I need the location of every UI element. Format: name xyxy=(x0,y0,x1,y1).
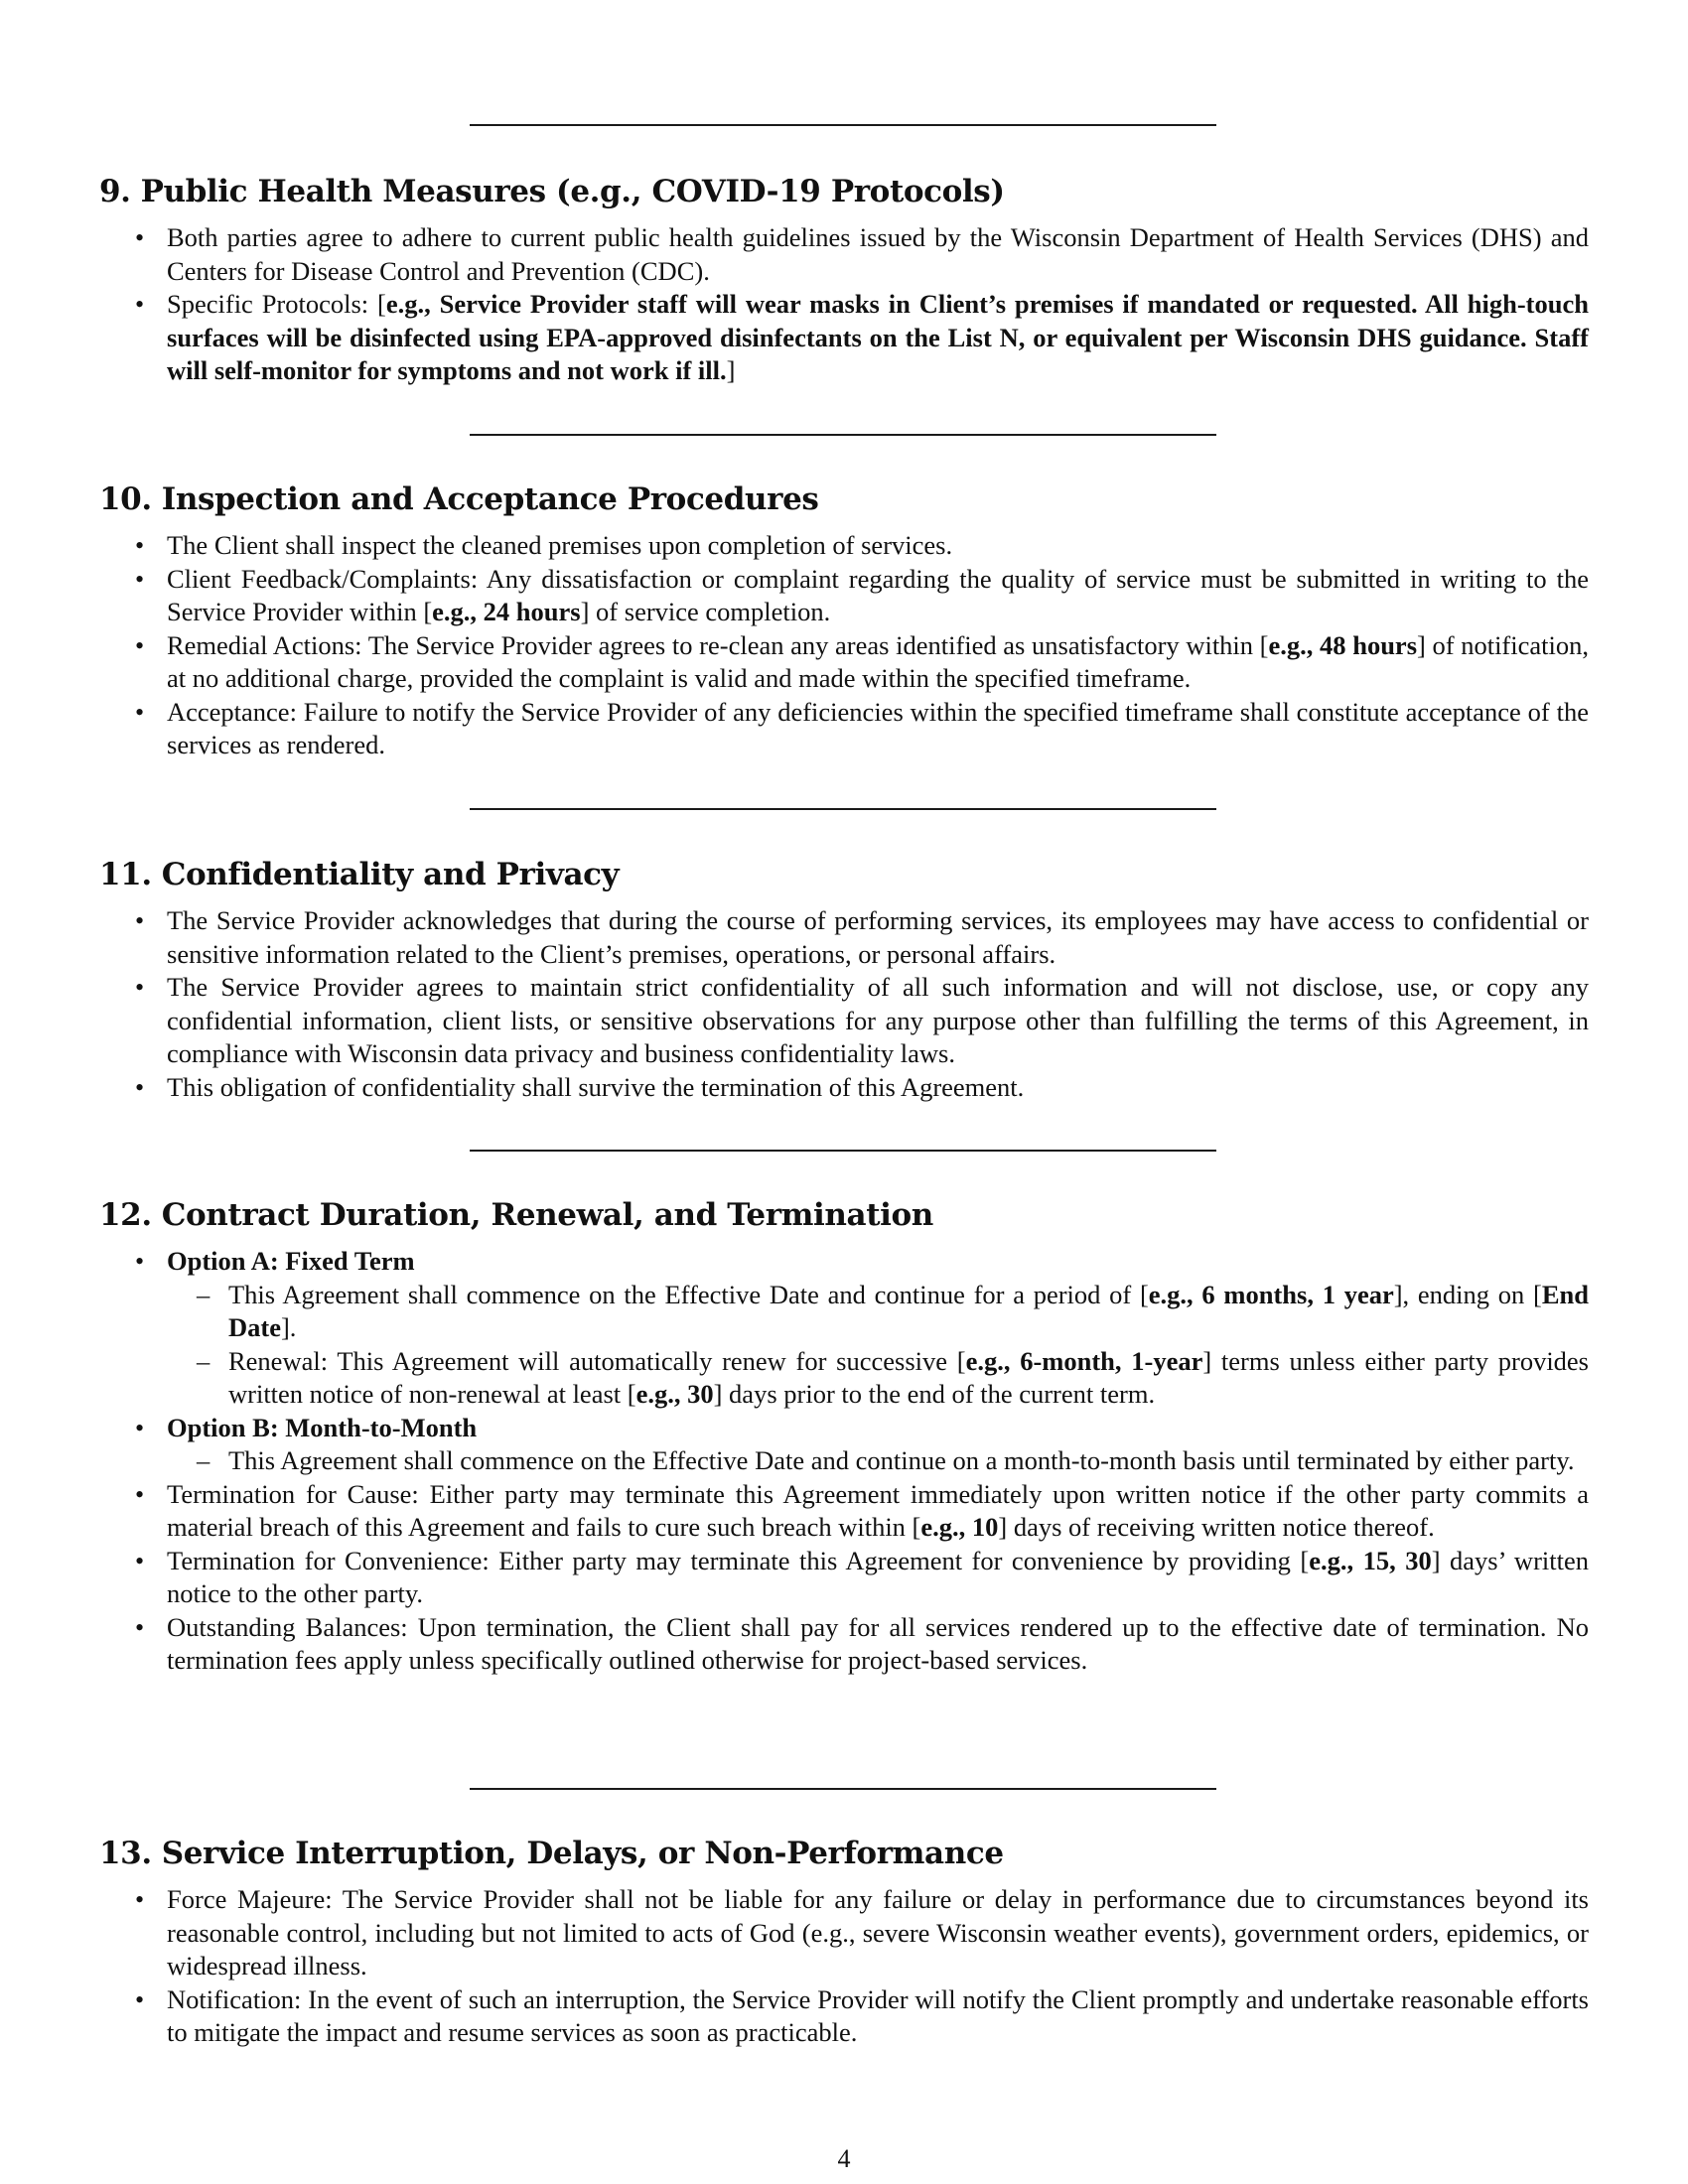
list-item xyxy=(99,1245,1589,1412)
placeholder-text: e.g., 6 months, 1 year xyxy=(1148,1279,1394,1309)
section-heading xyxy=(99,172,1589,211)
section-number: 11. xyxy=(99,857,152,892)
section-title: Inspection and Acceptance Procedures xyxy=(161,481,819,517)
page-number: 4 xyxy=(837,2144,851,2173)
section-divider xyxy=(470,808,1216,810)
section-divider xyxy=(470,124,1216,126)
section-number: 13. xyxy=(99,1836,152,1871)
text: Client Feedback/Complaints: Any dissatisfaction or complaint regarding the quality of service must be submitted in writing to the Service Provider within [ xyxy=(167,563,1589,626)
section-title: Confidentiality and Privacy xyxy=(161,857,620,892)
placeholder-text: End Date xyxy=(228,1279,1589,1342)
list-item: • This obligation of confidentiality shall survive the termination of this Agreement. xyxy=(99,1071,1589,1105)
text: Termination for Convenience: Either party may terminate this Agreement for convenience by providing [ xyxy=(167,1545,1310,1575)
placeholder-text: e.g., 10 xyxy=(920,1512,999,1542)
sub-list xyxy=(167,1279,1589,1412)
section-11 xyxy=(99,855,1589,1104)
list-item: • Outstanding Balances: Upon termination, the Client shall pay for all services rendered up to the effective date of termination. No termination fees apply unless specifically outlined otherwise for project-based services. xyxy=(99,1611,1589,1678)
text: Termination for Cause: Either party may terminate this Agreement immediately upon written notice if the other party commits a material breach of this Agreement and fails to cure such breach within [ xyxy=(167,1478,1589,1542)
text: ] terms unless either party provides written notice of non-renewal at least [ xyxy=(228,1345,1589,1409)
list-item xyxy=(99,288,1589,388)
section-12 xyxy=(99,1195,1589,1678)
bullet-list xyxy=(99,221,1589,388)
item-label: Specific Protocols: xyxy=(167,289,378,319)
option-title: Option B: Month-to-Month xyxy=(167,1412,478,1442)
sub-list-item xyxy=(167,1279,1589,1345)
bracket: ] xyxy=(726,355,736,385)
bullet-list xyxy=(99,904,1589,1104)
section-divider xyxy=(470,1150,1216,1152)
bullet-list xyxy=(99,529,1589,762)
list-item xyxy=(99,1545,1589,1611)
sub-list-item xyxy=(167,1345,1589,1412)
list-item: • Force Majeure: The Service Provider shall not be liable for any failure or delay in performance due to circumstances beyond its reasonable control, including but not limited to acts of God (e.g., severe Wisconsin weather events), government orders, epidemics, or widespread illness. xyxy=(99,1883,1589,1983)
section-9 xyxy=(99,172,1589,388)
section-divider xyxy=(470,434,1216,436)
bracket: [ xyxy=(377,289,386,319)
sub-list-item: – This Agreement shall commence on the Effective Date and continue on a month-to-month basis until terminated by either party. xyxy=(167,1444,1589,1478)
section-heading xyxy=(99,855,1589,894)
placeholder-text: e.g., 15, 30 xyxy=(1309,1545,1432,1575)
section-number: 12. xyxy=(99,1197,152,1233)
option-title: Option A: Fixed Term xyxy=(167,1246,415,1276)
section-title: Service Interruption, Delays, or Non-Performance xyxy=(161,1836,1004,1871)
text: ] of notification, at no additional charge, provided the complaint is valid and made within the specified timeframe. xyxy=(167,629,1589,693)
section-number: 10. xyxy=(99,481,152,517)
text: Renewal: This Agreement will automatically renew for successive [ xyxy=(228,1345,966,1376)
list-item: • Acceptance: Failure to notify the Service Provider of any deficiencies within the specified timeframe shall constitute acceptance of the services as rendered. xyxy=(99,696,1589,762)
section-title: Contract Duration, Renewal, and Termination xyxy=(161,1197,933,1233)
list-item: • Both parties agree to adhere to current public health guidelines issued by the Wisconsin Department of Health Services (DHS) and Centers for Disease Control and Prevention (CDC). xyxy=(99,221,1589,288)
section-number: 9. xyxy=(99,174,131,209)
list-item xyxy=(99,1412,1589,1478)
text: ] days of receiving written notice thereof. xyxy=(998,1512,1435,1542)
section-heading xyxy=(99,479,1589,519)
text: This Agreement shall commence on the Effective Date and continue for a period of [ xyxy=(228,1279,1149,1309)
text: ]. xyxy=(280,1312,297,1342)
list-item: • The Service Provider acknowledges that during the course of performing services, its employees may have access to confidential or sensitive information related to the Client’s premises, operations, or personal affairs. xyxy=(99,904,1589,971)
placeholder-text: e.g., 30 xyxy=(635,1379,714,1409)
text: ] days prior to the end of the current term. xyxy=(713,1379,1156,1409)
placeholder-text: e.g., 24 hours xyxy=(432,597,581,626)
placeholder-text: e.g., 6-month, 1-year xyxy=(965,1345,1203,1376)
text: Remedial Actions: The Service Provider agrees to re-clean any areas identified as unsatisfactory within [ xyxy=(167,629,1269,660)
text: ], ending on [ xyxy=(1393,1279,1542,1309)
list-item xyxy=(99,563,1589,629)
list-item: • The Client shall inspect the cleaned premises upon completion of services. xyxy=(99,529,1589,563)
bullet-list xyxy=(99,1245,1589,1678)
sub-list xyxy=(167,1444,1589,1478)
section-13 xyxy=(99,1834,1589,2050)
text: ] of service completion. xyxy=(580,597,831,626)
section-10 xyxy=(99,479,1589,762)
list-item xyxy=(99,629,1589,696)
placeholder-text: e.g., Service Provider staff will wear masks in Client’s premises if mandated or requested. All high-touch surfaces will be disinfected using EPA-approved disinfectants on the List N, or equivalent per Wisconsin DHS guidance. Staff will self-monitor for symptoms and not work if ill. xyxy=(167,289,1589,385)
section-divider xyxy=(470,1788,1216,1790)
bullet-list xyxy=(99,1883,1589,2050)
list-item xyxy=(99,1478,1589,1545)
section-heading xyxy=(99,1195,1589,1235)
list-item: • The Service Provider agrees to maintain strict confidentiality of all such information and will not disclose, use, or copy any confidential information, client lists, or sensitive observations for any purpose other than fulfilling the terms of this Agreement, in compliance with Wisconsin data privacy and business confidentiality laws. xyxy=(99,971,1589,1071)
placeholder-text: e.g., 48 hours xyxy=(1268,629,1418,660)
section-title: Public Health Measures (e.g., COVID-19 Protocols) xyxy=(140,174,1005,209)
text: ] days’ written notice to the other party. xyxy=(167,1545,1589,1608)
section-heading xyxy=(99,1834,1589,1873)
list-item: • Notification: In the event of such an interruption, the Service Provider will notify the Client promptly and undertake reasonable efforts to mitigate the impact and resume services as soon as practicable. xyxy=(99,1983,1589,2050)
